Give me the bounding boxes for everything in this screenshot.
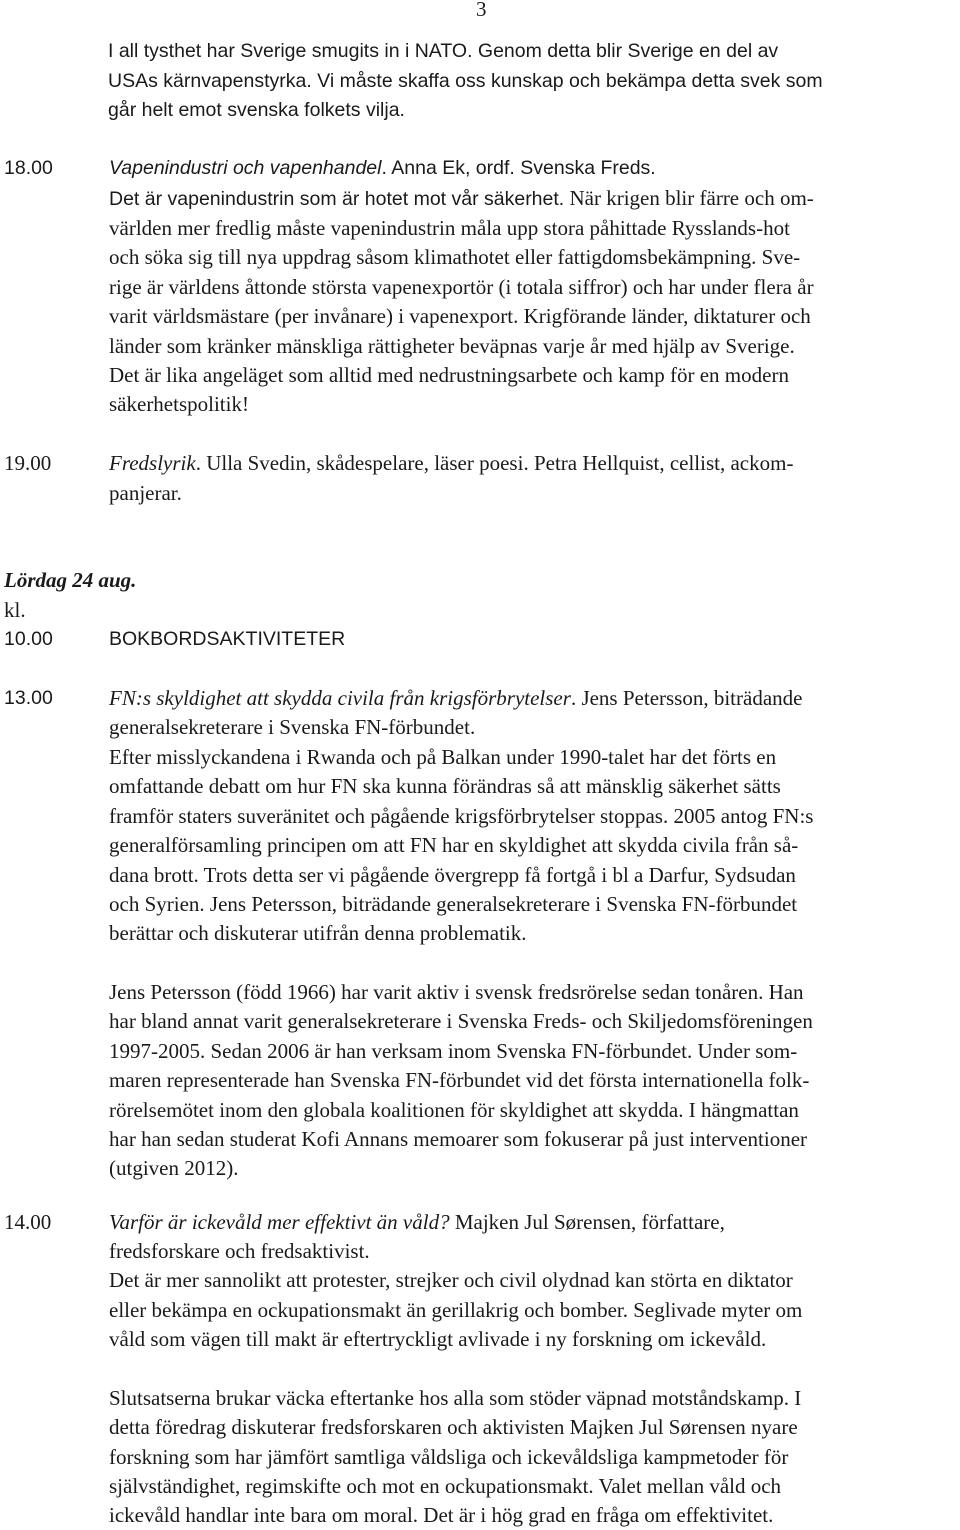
event-text: Sve- (756, 245, 801, 269)
event-line: generalförsamling principen om att FN har en skyldighet att skydda civila från så- (109, 833, 799, 857)
event-text: och söka sig till nya uppdrag såsom klimathotet eller fattigdomsbekämpning. (109, 245, 757, 269)
event-title: FN:s skyldighet att skydda civila från krigsförbrytelser (109, 686, 571, 710)
event-line: detta föredrag diskuterar fredsforskaren och aktivisten Majken Jul Sørensen nyare (109, 1415, 798, 1439)
event-line: eller bekämpa en ockupationsmakt än gerillakrig och bomber. Seglivade myter om (109, 1298, 803, 1322)
intro-line: går helt emot svenska folkets vilja. (108, 99, 405, 121)
event-line: forskning som har jämfört samtliga våldsliga och ickevåldsliga kampmetoder för (109, 1445, 789, 1469)
event-line: Slutsatserna brukar väcka eftertanke hos alla som stöder väpnad motståndskamp. I (109, 1386, 802, 1410)
event-text: När krigen blir färre och om- (564, 186, 814, 210)
event-time: 14.00 (4, 1210, 52, 1234)
event-line: 1997-2005. Sedan 2006 är han verksam inom Svenska FN-förbundet. Under som- (109, 1039, 798, 1063)
event-speaker: . Jens Petersson, biträdande (570, 686, 803, 710)
intro-line: I all tysthet har Sverige smugits in i NATO. Genom detta blir Sverige en del av (108, 40, 779, 62)
event-line: har bland annat varit generalsekreterare i Svenska Freds- och Skiljedomsföreningen (109, 1009, 813, 1033)
day-heading: Lördag 24 aug. (4, 568, 137, 592)
event-title-line (109, 449, 793, 478)
event-line: dana brott. Trots detta ser vi pågående övergrepp få fortgå i bl a Darfur, Sydsudan (109, 863, 796, 887)
event-speaker: . Anna Ek, ordf. Svenska Freds. (381, 157, 656, 179)
event-line: rörelsemötet inom den globala koalitionen för skyldighet att skydda. I hängmattan (109, 1098, 799, 1122)
event-speaker: Majken Jul Sørensen, författare, (449, 1210, 725, 1234)
event-line: Det är mer sannolikt att protester, strejker och civil olydnad kan störta en diktator (109, 1268, 793, 1292)
event-line (109, 184, 814, 214)
event-line: omfattande debatt om hur FN ska kunna förändras så att mänsklig säkerhet sätts (109, 774, 781, 798)
event-line: självständighet, regimskifte och mot en ockupationsmakt. Valet mellan våld och (109, 1474, 782, 1498)
event-line (109, 243, 800, 272)
event-line: rige är världens åttonde största vapenexportör (i totala siffror) och har under flera år (109, 275, 814, 299)
event-text: varit världsmästare (per invånare) i vapenexport. (109, 304, 519, 328)
event-title-line (109, 1208, 725, 1237)
event-title: Fredslyrik (109, 451, 196, 475)
event-line: Jens Petersson (född 1966) har varit aktiv i svensk fredsrörelse sedan tonåren. Han (109, 980, 804, 1004)
event-line: generalsekreterare i Svenska FN-förbundet. (109, 715, 476, 739)
event-time: 13.00 (4, 687, 53, 709)
event-speaker: . Ulla Svedin, skådespelare, läser poesi. Petra Hellquist, cellist, ackom- (195, 451, 794, 475)
intro-line: USAs kärnvapenstyrka. Vi måste skaffa oss kunskap och bekämpa detta svek som (108, 70, 823, 92)
event-line: säkerhetspolitik! (109, 392, 249, 416)
event-title-line (109, 684, 802, 713)
event-time: 18.00 (4, 157, 53, 179)
event-title: BOKBORDSAKTIVITETER (109, 628, 346, 650)
event-text: Krigförande länder, diktaturer och (518, 304, 811, 328)
event-line: maren representerade han Svenska FN-förbundet vid det första internationella folk- (109, 1068, 810, 1092)
event-line: världen mer fredlig måste vapenindustrin måla upp stora påhittade Rysslands-hot (109, 216, 790, 240)
event-line: berättar och diskuterar utifrån denna problematik. (109, 921, 527, 945)
event-title: Vapenindustri och vapenhandel (109, 157, 382, 179)
event-line: (utgiven 2012). (109, 1156, 239, 1180)
kl-label: kl. (4, 598, 26, 622)
event-line: ickevåld handlar inte bara om moral. Det är i hög grad en fråga om effektivitet. (109, 1503, 774, 1527)
event-subtitle: Det är vapenindustrin som är hotet mot vår säkerhet. (109, 188, 565, 210)
page-number: 3 (476, 0, 487, 21)
event-line (109, 302, 811, 331)
event-time: 19.00 (4, 451, 52, 475)
event-line: länder som kränker mänskliga rättigheter beväpnas varje år med hjälp av Sverige. (109, 334, 795, 358)
event-line: panjerar. (109, 481, 182, 505)
event-line: fredsforskare och fredsaktivist. (109, 1239, 370, 1263)
event-line: och Syrien. Jens Petersson, biträdande generalsekreterare i Svenska FN-förbundet (109, 892, 798, 916)
event-time: 10.00 (4, 628, 53, 650)
event-line: våld som vägen till makt är eftertryckligt avlivade i ny forskning om ickevåld. (109, 1327, 767, 1351)
event-line: Det är lika angeläget som alltid med nedrustningsarbete och kamp för en modern (109, 363, 789, 387)
event-title: Varför är ickevåld mer effektivt än våld? (109, 1210, 450, 1234)
event-title-line (109, 154, 656, 183)
event-line: framför staters suveränitet och pågående krigsförbrytelser stoppas. 2005 antog FN:s (109, 804, 814, 828)
event-line: Efter misslyckandena i Rwanda och på Balkan under 1990-talet har det förts en (109, 745, 777, 769)
event-line: har han sedan studerat Kofi Annans memoarer som fokuserar på just interventioner (109, 1127, 808, 1151)
